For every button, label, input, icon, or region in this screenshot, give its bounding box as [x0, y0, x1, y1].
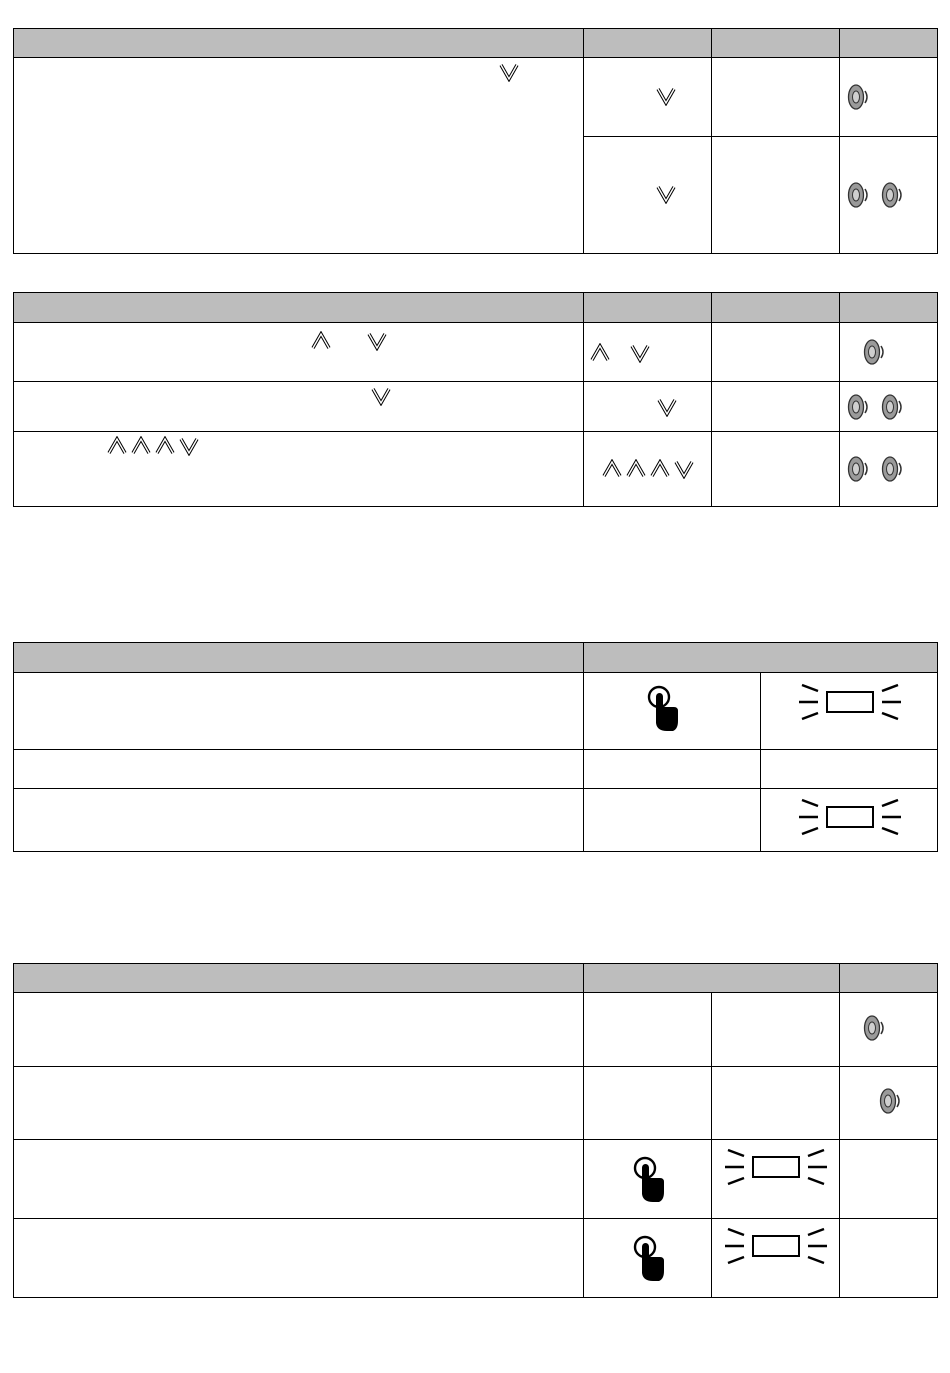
table-2-row-3-col3	[711, 431, 840, 507]
table-2-row-1-col1	[13, 322, 584, 382]
table-2-header-col2	[583, 292, 712, 323]
table-4-row-3-col1	[13, 1139, 584, 1219]
table-4-header-col1	[13, 963, 584, 993]
table-2-row-3-col2	[583, 431, 712, 507]
speaker-beep-icon	[846, 392, 870, 422]
table-1-row-2-col2	[583, 136, 712, 254]
table-4-row-2-col4	[839, 1066, 938, 1140]
chevron-up-icon	[589, 343, 611, 363]
table-4-row-1-col3	[711, 992, 840, 1067]
chevron-down-icon	[498, 62, 520, 82]
finger-press-icon	[631, 1233, 667, 1283]
chevron-down-icon	[656, 397, 678, 417]
table-3-row-2-col1	[13, 749, 584, 789]
table-3-row-3-col1	[13, 788, 584, 852]
table-3-header-col1	[13, 642, 584, 673]
chevron-down-icon	[673, 459, 695, 479]
table-1-header-col4	[839, 28, 938, 58]
blinking-display-icon	[798, 679, 902, 725]
chevron-up-icon	[601, 459, 623, 479]
table-1-row-1-col4	[839, 57, 938, 137]
chevron-down-icon	[178, 436, 200, 456]
table-2-row-1-col4	[839, 322, 938, 382]
table-3-row-1-col2	[583, 672, 761, 750]
table-4-row-4-col3	[711, 1218, 840, 1298]
table-4-row-1-col2	[583, 992, 712, 1067]
table-2-header-col4	[839, 292, 938, 323]
speaker-beep-icon	[878, 1086, 902, 1116]
speaker-beep-icon	[846, 82, 870, 112]
table-3-row-1-col3	[760, 672, 938, 750]
finger-press-icon	[631, 1154, 667, 1204]
chevron-up-icon	[130, 436, 152, 456]
table-4-row-3-col3	[711, 1139, 840, 1219]
table-4-row-1-col4	[839, 992, 938, 1067]
speaker-beep-icon	[862, 337, 886, 367]
table-4-row-3-col4	[839, 1139, 938, 1219]
table-3	[13, 642, 938, 852]
table-4-row-1-col1	[13, 992, 584, 1067]
speaker-beep-icon	[846, 180, 870, 210]
table-3-header-col2	[583, 642, 938, 673]
chevron-down-icon	[629, 343, 651, 363]
blinking-display-icon	[798, 794, 902, 840]
table-4-row-2-col3	[711, 1066, 840, 1140]
table-1	[13, 28, 938, 254]
chevron-up-icon	[625, 459, 647, 479]
table-4-header-col3	[839, 963, 938, 993]
chevron-up-icon	[310, 331, 332, 351]
table-4-row-4-col1	[13, 1218, 584, 1298]
table-2-row-3-col1	[13, 431, 584, 507]
table-3-row-1-col1	[13, 672, 584, 750]
table-2-row-2-col3	[711, 381, 840, 432]
table-4	[13, 963, 938, 1298]
table-2-row-2-col2	[583, 381, 712, 432]
table-1-row-1-col3	[711, 57, 840, 137]
table-2-header-col1	[13, 292, 584, 323]
speaker-beep-icon	[862, 1013, 886, 1043]
speaker-beep-icon	[880, 454, 904, 484]
chevron-down-icon	[370, 386, 392, 406]
chevron-up-icon	[154, 436, 176, 456]
speaker-beep-icon	[880, 180, 904, 210]
chevron-up-icon	[649, 459, 671, 479]
speaker-beep-icon	[880, 392, 904, 422]
finger-press-icon	[645, 683, 681, 733]
table-1-row-2-col4	[839, 136, 938, 254]
chevron-down-icon	[655, 86, 677, 106]
table-2-header-col3	[711, 292, 840, 323]
table-4-header-col2	[583, 963, 840, 993]
table-2-row-3-col4	[839, 431, 938, 507]
table-1-header-col2	[583, 28, 712, 58]
chevron-up-icon	[106, 436, 128, 456]
chevron-down-icon	[366, 331, 388, 351]
table-4-row-2-col1	[13, 1066, 584, 1140]
blinking-display-icon	[724, 1144, 828, 1190]
speaker-beep-icon	[846, 454, 870, 484]
table-4-row-4-col2	[583, 1218, 712, 1298]
table-2-row-1-col3	[711, 322, 840, 382]
table-4-row-4-col4	[839, 1218, 938, 1298]
table-3-row-2-col3	[760, 749, 938, 789]
table-1-header-col3	[711, 28, 840, 58]
table-3-row-3-col2	[583, 788, 761, 852]
table-2-row-2-col4	[839, 381, 938, 432]
blinking-display-icon	[724, 1223, 828, 1269]
table-1-row-2-col3	[711, 136, 840, 254]
table-2	[13, 292, 938, 507]
table-1-header-col1	[13, 28, 584, 58]
table-4-row-3-col2	[583, 1139, 712, 1219]
table-1-row-1-col1	[13, 57, 584, 254]
table-2-row-1-col2	[583, 322, 712, 382]
table-3-row-2-col2	[583, 749, 761, 789]
table-4-row-2-col2	[583, 1066, 712, 1140]
table-2-row-2-col1	[13, 381, 584, 432]
table-1-row-1-col2	[583, 57, 712, 137]
table-3-row-3-col3	[760, 788, 938, 852]
chevron-down-icon	[655, 184, 677, 204]
